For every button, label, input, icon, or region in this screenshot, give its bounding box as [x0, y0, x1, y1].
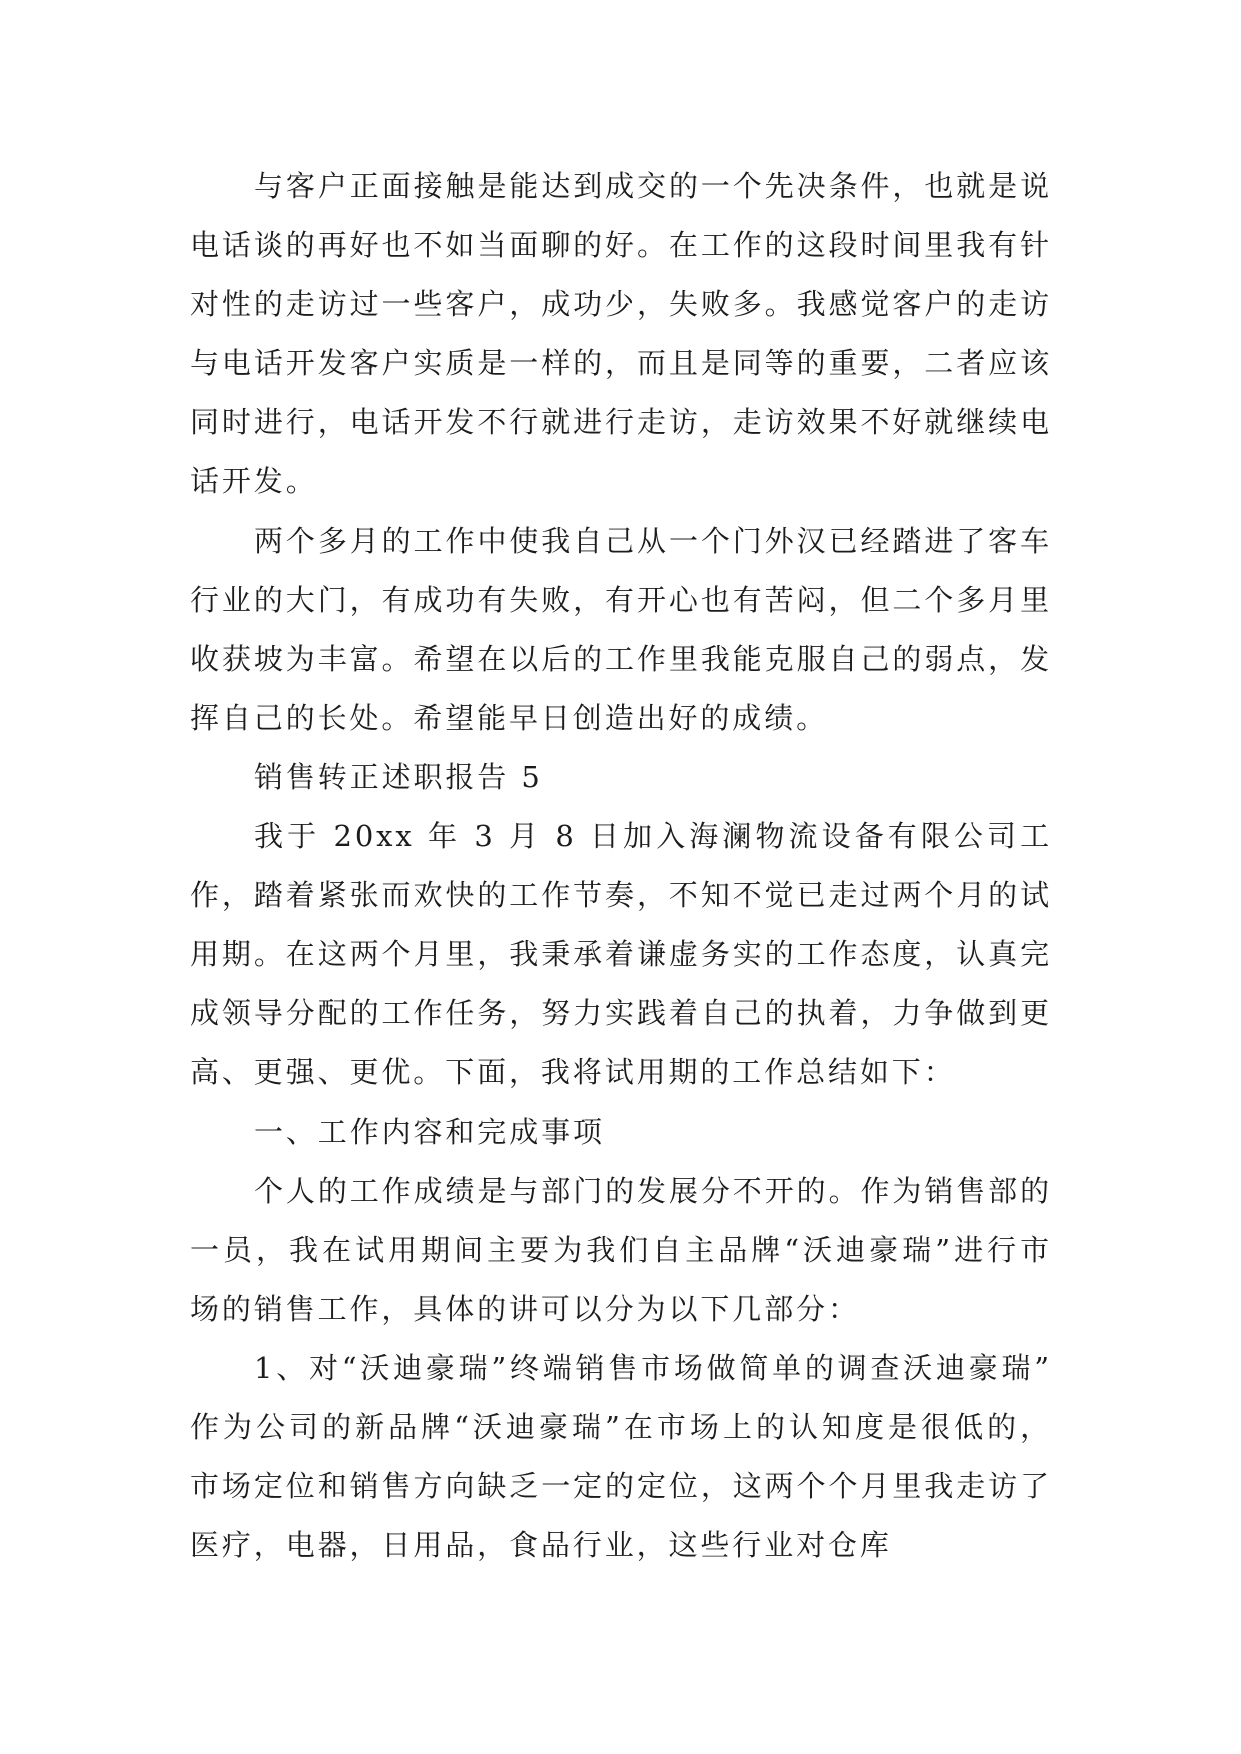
section-heading-report-5: 销售转正述职报告 5 — [254, 759, 543, 794]
section-heading-work-content: 一、工作内容和完成事项 — [254, 1114, 605, 1149]
paragraph-1: 与客户正面接触是能达到成交的一个先决条件，也就是说电话谈的再好也不如当面聊的好。在工作的这段时间里我有针对性的走访过一些客户，成功少，失败多。我感觉客户的走访与电话开发客户实质是一样的，而且是同等的重要，二者应该同时进行，电话开发不行就进行走访，走访效果不好就继续电话开发。 — [190, 169, 1052, 499]
document-body — [190, 157, 1052, 1575]
paragraph-5: 1、对“沃迪豪瑞”终端销售市场做简单的调查沃迪豪瑞”作为公司的新品牌“沃迪豪瑞”在市场上的认知度是很低的，市场定位和销售方向缺乏一定的定位，这两个个月里我走访了医疗，电器，日用品，食品行业，这些行业对仓库 — [190, 1350, 1052, 1563]
paragraph-4: 个人的工作成绩是与部门的发展分不开的。作为销售部的一员，我在试用期间主要为我们自主品牌“沃迪豪瑞”进行市场的销售工作，具体的讲可以分为以下几部分： — [190, 1173, 1052, 1326]
paragraph-2: 两个多月的工作中使我自己从一个门外汉已经踏进了客车行业的大门，有成功有失败，有开心也有苦闷，但二个多月里收获坡为丰富。希望在以后的工作里我能克服自己的弱点，发挥自己的长处。希望能早日创造出好的成绩。 — [190, 523, 1052, 735]
paragraph-3: 我于 20xx 年 3 月 8 日加入海澜物流设备有限公司工作，踏着紧张而欢快的工作节奏，不知不觉已走过两个月的试用期。在这两个月里，我秉承着谦虚务实的工作态度，认真完成领导分配的工作任务，努力实践着自己的执着，力争做到更高、更强、更优。下面，我将试用期的工作总结如下： — [190, 819, 1052, 1090]
